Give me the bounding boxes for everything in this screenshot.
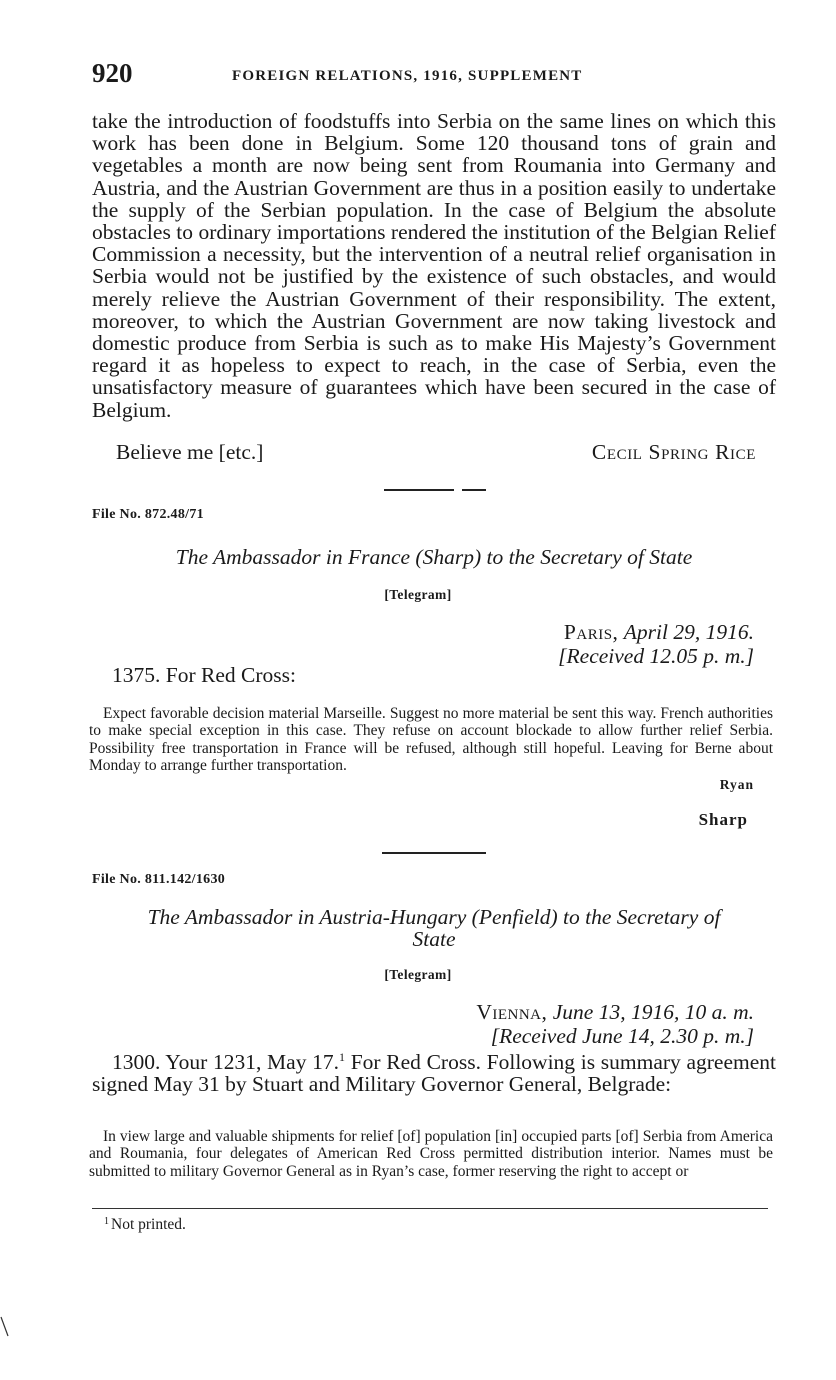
dateline-city-2: Vienna, xyxy=(476,1000,548,1024)
section-divider-1b xyxy=(462,489,486,491)
dateline-2 xyxy=(476,1000,754,1048)
received-line-1: [Received 12.05 p. m.] xyxy=(558,644,754,668)
dateline-1 xyxy=(558,620,754,668)
telegram-body-2: In view large and valuable shipments for relief [of] population [in] occupied parts [of] Serbia from America and Roumania, four delegates of American Red Cross permitted distribution interior. Names must be submitted to military Governor General as in Ryan’s case, former reserving the right to accept or xyxy=(89,1128,773,1180)
page-header xyxy=(92,58,776,94)
telegram-label-2: [Telegram] xyxy=(384,967,452,982)
telegram-label-1: [Telegram] xyxy=(384,587,452,602)
dateline-city-1: Paris, xyxy=(563,620,619,644)
message-lead-1 xyxy=(92,664,776,686)
continuation-paragraph: take the introduction of foodstuffs into Serbia on the same lines on which this work has been done in Belgium. Some 120 thousand tons of grain and vegetables a month are now being sent from Roumania into Germany and Austria, and the Austrian Government are thus in a position easily to undertake the supply of the Serbian population. In the case of Belgium the absolute obstacles to ordinary importations rendered the institution of the Belgian Relief Commission a necessity, but the intervention of a neutral relief organisation in Serbia would not be justified by the existence of such obstacles, and would merely relieve the Austrian Government of their responsibility. The extent, moreover, to which the Austrian Government are now taking livestock and domestic produce from Serbia is such as to make His Majesty’s Government regard it as hopeless to expect to reach, in the case of Serbia, even the unsatisfactory measure of guarantees which have been secured in the case of Belgium. xyxy=(92,109,776,422)
footnote xyxy=(104,1216,186,1234)
telegram-body-1: Expect favorable decision material Marseille. Suggest no more material be sent this way. French authorities to make special exception in this case. They refuse on account blockade to allow further relief Serbia. Possibility free transportation in France will be refused, although still hopeful. Leaving for Berne about Monday to arrange further transportation. xyxy=(89,705,773,774)
signature-spring-rice: Cecil Spring Rice xyxy=(591,440,756,464)
running-head: FOREIGN RELATIONS, 1916, SUPPLEMENT xyxy=(232,68,583,84)
message-number-2: 1300. xyxy=(112,1050,161,1075)
message-lead-2 xyxy=(92,1046,776,1096)
footnote-text: Not printed. xyxy=(111,1216,186,1233)
page-number: 920 xyxy=(92,58,133,88)
closing-text: Believe me [etc.] xyxy=(116,440,264,464)
dateline-date-1: April 29, 1916. xyxy=(623,620,754,644)
footnote-rule xyxy=(92,1208,768,1209)
signature-sharp: Sharp xyxy=(698,810,748,829)
message-lead-text-2a: Your 1231, May 17. xyxy=(165,1050,340,1075)
message-lead-text-2b: For Red Cross. Following is summary agreement signed May 31 by Stuart and Military Governor General, Belgrade: xyxy=(92,1050,776,1097)
inner-signature-ryan: Ryan xyxy=(719,777,754,792)
signoff xyxy=(92,440,756,466)
dateline-date-2: June 13, 1916, 10 a. m. xyxy=(552,1000,754,1024)
section-divider-1a xyxy=(384,489,454,491)
document-title-2: The Ambassador in Austria-Hungary (Penfield) to the Secretary of State xyxy=(147,905,721,951)
section-divider-2 xyxy=(382,852,486,854)
file-number-1: File No. 872.48/71 xyxy=(92,507,204,522)
scan-mark xyxy=(0,1316,10,1338)
message-lead-text-1: For Red Cross: xyxy=(165,663,296,687)
received-line-2: [Received June 14, 2.30 p. m.] xyxy=(490,1024,754,1048)
document-title-1: The Ambassador in France (Sharp) to the Secretary of State xyxy=(175,545,693,569)
footnote-marker: 1 xyxy=(104,1216,109,1227)
message-number-1: 1375. xyxy=(112,663,161,687)
file-number-2: File No. 811.142/1630 xyxy=(92,872,226,887)
footnote-marker-ref: 1 xyxy=(339,1050,346,1064)
